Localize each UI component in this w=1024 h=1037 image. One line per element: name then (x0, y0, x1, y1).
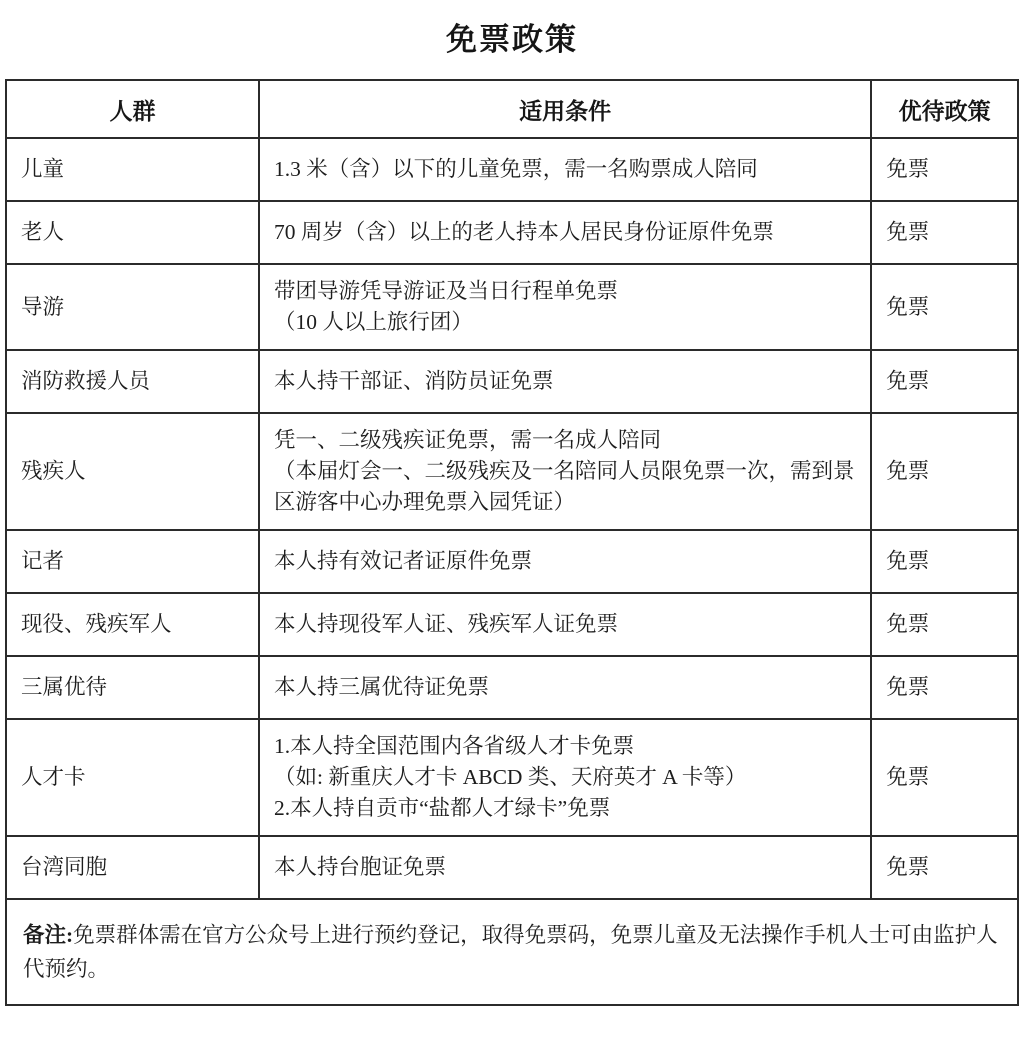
group-cell: 三属优待 (6, 656, 259, 719)
policy-cell: 免票 (871, 138, 1018, 201)
policy-cell: 免票 (871, 201, 1018, 264)
table-row (6, 593, 1018, 656)
header-group: 人群 (6, 80, 259, 138)
table-footer (6, 899, 1018, 1005)
condition-cell (259, 656, 871, 719)
condition-cell (259, 138, 871, 201)
table-row (6, 836, 1018, 899)
condition-cell (259, 719, 871, 836)
group-cell: 消防救援人员 (6, 350, 259, 413)
condition-line: 本人持现役军人证、残疾军人证免票 (274, 612, 619, 636)
condition-line: 本人持台胞证免票 (274, 855, 447, 879)
group-cell: 现役、残疾军人 (6, 593, 259, 656)
condition-cell (259, 264, 871, 350)
table-row (6, 413, 1018, 530)
condition-line: （10 人以上旅行团） (274, 310, 473, 334)
condition-line: 凭一、二级残疾证免票，需一名成人陪同 (274, 428, 662, 452)
table-header (6, 80, 1018, 138)
table-row (6, 264, 1018, 350)
condition-line: 带团导游凭导游证及当日行程单免票 (274, 279, 619, 303)
condition-line: 本人持有效记者证原件免票 (274, 549, 533, 573)
condition-line: 本人持干部证、消防员证免票 (274, 369, 554, 393)
table-row (6, 656, 1018, 719)
table-row (6, 138, 1018, 201)
group-cell: 台湾同胞 (6, 836, 259, 899)
policy-table (5, 79, 1019, 1006)
condition-line: 1.3 米（含）以下的儿童免票，需一名购票成人陪同 (274, 157, 758, 181)
policy-cell: 免票 (871, 530, 1018, 593)
group-cell: 残疾人 (6, 413, 259, 530)
condition-cell (259, 530, 871, 593)
free-ticket-policy-document (0, 14, 1024, 1006)
header-row (6, 80, 1018, 138)
condition-cell (259, 593, 871, 656)
policy-cell: 免票 (871, 350, 1018, 413)
policy-cell: 免票 (871, 264, 1018, 350)
condition-cell (259, 350, 871, 413)
page-title: 免票政策 (446, 22, 578, 57)
policy-cell: 免票 (871, 413, 1018, 530)
group-cell: 儿童 (6, 138, 259, 201)
header-policy: 优待政策 (871, 80, 1018, 138)
policy-cell: 免票 (871, 836, 1018, 899)
group-cell: 人才卡 (6, 719, 259, 836)
condition-line: （本届灯会一、二级残疾及一名陪同人员限免票一次，需到景区游客中心办理免票入园凭证） (274, 459, 855, 514)
condition-line: 2.本人持自贡市“盐都人才绿卡”免票 (274, 796, 611, 820)
group-cell: 记者 (6, 530, 259, 593)
table-row (6, 719, 1018, 836)
condition-line: （如: 新重庆人才卡 ABCD 类、天府英才 A 卡等） (274, 765, 747, 789)
condition-line: 1.本人持全国范围内各省级人才卡免票 (274, 734, 635, 758)
note-cell (6, 899, 1018, 1005)
note-text: 免票群体需在官方公众号上进行预约登记，取得免票码，免票儿童及无法操作手机人士可由监护人代预约。 (23, 923, 998, 981)
table-row (6, 350, 1018, 413)
policy-cell: 免票 (871, 656, 1018, 719)
policy-cell: 免票 (871, 593, 1018, 656)
note-row (6, 899, 1018, 1005)
condition-cell (259, 836, 871, 899)
condition-cell (259, 201, 871, 264)
condition-line: 本人持三属优待证免票 (274, 675, 490, 699)
group-cell: 老人 (6, 201, 259, 264)
group-cell: 导游 (6, 264, 259, 350)
condition-cell (259, 413, 871, 530)
note-label: 备注: (23, 923, 74, 947)
policy-cell: 免票 (871, 719, 1018, 836)
table-row (6, 201, 1018, 264)
condition-line: 70 周岁（含）以上的老人持本人居民身份证原件免票 (274, 220, 774, 244)
table-row (6, 530, 1018, 593)
header-condition: 适用条件 (259, 80, 871, 138)
table-body (6, 138, 1018, 899)
